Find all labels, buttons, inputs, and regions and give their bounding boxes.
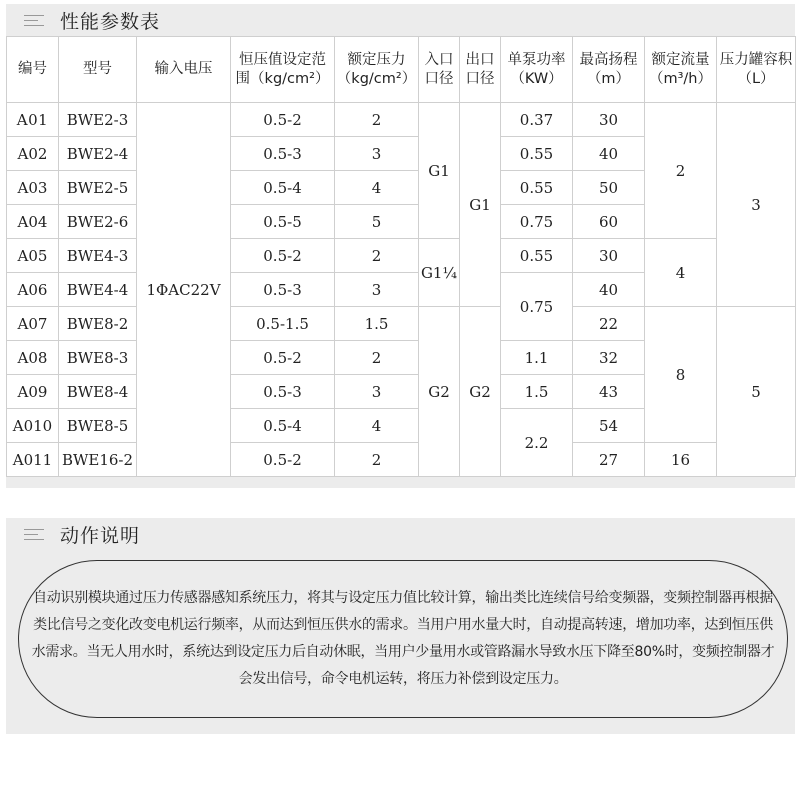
cell-rated: 2 <box>335 341 419 375</box>
cell-head: 30 <box>573 239 645 273</box>
col-header-outlet: 出口口径 <box>460 37 501 103</box>
cell-range: 0.5-3 <box>231 137 335 171</box>
col-header-pressure-range: 恒压值设定范围（kg/cm²） <box>231 37 335 103</box>
cell-power: 0.37 <box>501 103 573 137</box>
cell-inlet: G1 <box>419 103 460 239</box>
cell-tank: 3 <box>717 103 796 307</box>
cell-head: 40 <box>573 273 645 307</box>
col-header-tank: 压力罐容积（L） <box>717 37 796 103</box>
cell-model: BWE2-3 <box>59 103 137 137</box>
table-row <box>7 239 796 273</box>
cell-code: A09 <box>7 375 59 409</box>
cell-voltage: 1ΦAC22V <box>137 103 231 477</box>
cell-rated: 3 <box>335 375 419 409</box>
cell-model: BWE2-5 <box>59 171 137 205</box>
cell-power: 0.75 <box>501 273 573 341</box>
cell-head: 43 <box>573 375 645 409</box>
cell-head: 27 <box>573 443 645 477</box>
cell-power: 0.75 <box>501 205 573 239</box>
cell-power: 2.2 <box>501 409 573 477</box>
cell-range: 0.5-5 <box>231 205 335 239</box>
cell-range: 0.5-4 <box>231 171 335 205</box>
cell-model: BWE2-6 <box>59 205 137 239</box>
col-header-rated-flow: 额定流量（m³/h） <box>645 37 717 103</box>
cell-model: BWE8-4 <box>59 375 137 409</box>
cell-rated: 2 <box>335 103 419 137</box>
cell-code: A06 <box>7 273 59 307</box>
cell-head: 60 <box>573 205 645 239</box>
cell-range: 0.5-2 <box>231 341 335 375</box>
table-header-row <box>7 37 796 103</box>
cell-rated: 2 <box>335 239 419 273</box>
cell-model: BWE4-4 <box>59 273 137 307</box>
cell-code: A010 <box>7 409 59 443</box>
col-header-model: 型号 <box>59 37 137 103</box>
cell-code: A08 <box>7 341 59 375</box>
cell-code: A011 <box>7 443 59 477</box>
section-header-description <box>6 518 795 550</box>
cell-head: 54 <box>573 409 645 443</box>
cell-code: A02 <box>7 137 59 171</box>
cell-model: BWE8-3 <box>59 341 137 375</box>
col-header-code: 编号 <box>7 37 59 103</box>
cell-range: 0.5-2 <box>231 103 335 137</box>
col-header-power: 单泵功率（KW） <box>501 37 573 103</box>
cell-model: BWE4-3 <box>59 239 137 273</box>
cell-model: BWE8-2 <box>59 307 137 341</box>
cell-code: A01 <box>7 103 59 137</box>
spec-table <box>6 36 796 477</box>
cell-head: 22 <box>573 307 645 341</box>
col-header-inlet: 入口口径 <box>419 37 460 103</box>
cell-power: 1.5 <box>501 375 573 409</box>
cell-range: 0.5-2 <box>231 443 335 477</box>
cell-tank: 5 <box>717 307 796 477</box>
cell-rated: 4 <box>335 171 419 205</box>
cell-power: 0.55 <box>501 239 573 273</box>
cell-flow: 2 <box>645 103 717 239</box>
section-header-specs <box>6 4 795 36</box>
cell-outlet: G1 <box>460 103 501 307</box>
col-header-max-head: 最高扬程（m） <box>573 37 645 103</box>
cell-head: 40 <box>573 137 645 171</box>
cell-inlet: G1¼ <box>419 239 460 307</box>
menu-lines-icon <box>24 529 44 540</box>
cell-rated: 2 <box>335 443 419 477</box>
cell-outlet: G2 <box>460 307 501 477</box>
spec-table-panel <box>6 36 795 488</box>
cell-model: BWE2-4 <box>59 137 137 171</box>
col-header-rated-pressure: 额定压力（kg/cm²） <box>335 37 419 103</box>
cell-code: A07 <box>7 307 59 341</box>
cell-rated: 3 <box>335 137 419 171</box>
cell-flow: 8 <box>645 307 717 443</box>
cell-head: 30 <box>573 103 645 137</box>
table-row <box>7 443 796 477</box>
cell-inlet: G2 <box>419 307 460 477</box>
cell-model: BWE16-2 <box>59 443 137 477</box>
cell-rated: 5 <box>335 205 419 239</box>
cell-range: 0.5-2 <box>231 239 335 273</box>
cell-rated: 4 <box>335 409 419 443</box>
cell-power: 0.55 <box>501 137 573 171</box>
cell-power: 0.55 <box>501 171 573 205</box>
cell-power: 1.1 <box>501 341 573 375</box>
menu-lines-icon <box>24 15 44 26</box>
cell-code: A05 <box>7 239 59 273</box>
cell-flow: 4 <box>645 239 717 307</box>
cell-rated: 1.5 <box>335 307 419 341</box>
cell-flow: 16 <box>645 443 717 477</box>
cell-range: 0.5-3 <box>231 375 335 409</box>
cell-range: 0.5-4 <box>231 409 335 443</box>
section-title: 性能参数表 <box>60 10 161 33</box>
table-row <box>7 307 796 341</box>
cell-rated: 3 <box>335 273 419 307</box>
section-title: 动作说明 <box>60 524 141 547</box>
cell-head: 32 <box>573 341 645 375</box>
cell-code: A03 <box>7 171 59 205</box>
table-row <box>7 103 796 137</box>
col-header-voltage: 输入电压 <box>137 37 231 103</box>
description-panel <box>6 550 795 734</box>
cell-code: A04 <box>7 205 59 239</box>
description-oval-frame <box>18 560 788 718</box>
cell-model: BWE8-5 <box>59 409 137 443</box>
description-text: 自动识别模块通过压力传感器感知系统压力，将其与设定压力值比较计算，输出类比连续信号给变频器，变频控制器再根据类比信号之变化改变电机运行频率，从而达到恒压供水的需求。当用户用水量大时，自动提高转速，增加功率，达到恒压供水需求。当无人用水时，系统达到设定压力后自动休眠，当用户少量用水或管路漏水导致水压下降至80%时，变频控制器才会发出信号，命令电机运转，将压力补偿到设定压力。 <box>31 590 775 687</box>
cell-range: 0.5-3 <box>231 273 335 307</box>
cell-head: 50 <box>573 171 645 205</box>
cell-range: 0.5-1.5 <box>231 307 335 341</box>
